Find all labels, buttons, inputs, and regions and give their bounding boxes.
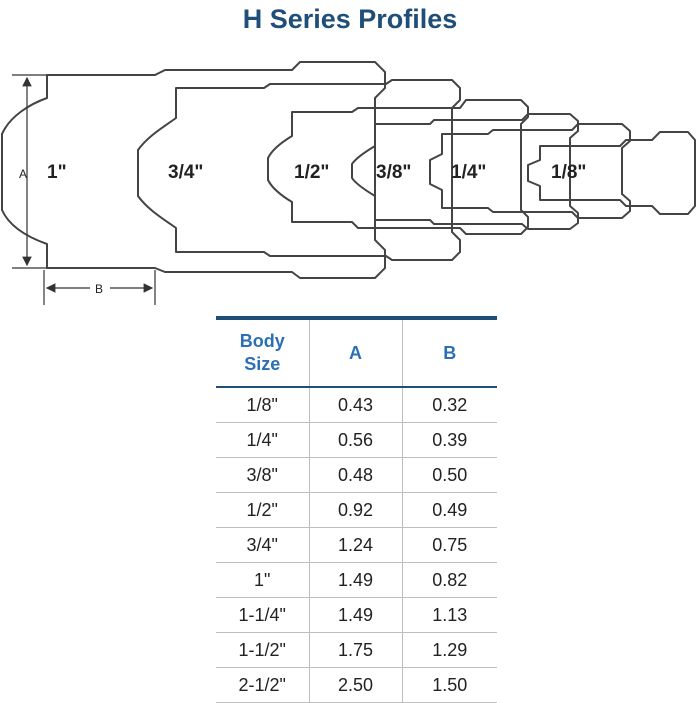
cell-body-size: 1/2" <box>216 493 309 528</box>
cell-a: 1.49 <box>309 598 402 633</box>
cell-b: 1.29 <box>402 633 497 668</box>
cell-a: 1.49 <box>309 563 402 598</box>
cell-a: 0.92 <box>309 493 402 528</box>
cell-body-size: 3/4" <box>216 528 309 563</box>
cell-body-size: 1-1/4" <box>216 598 309 633</box>
table-row <box>216 633 497 668</box>
table-row <box>216 423 497 458</box>
table-row <box>216 563 497 598</box>
header-b: B <box>402 318 497 387</box>
cell-b: 0.49 <box>402 493 497 528</box>
cell-b: 0.50 <box>402 458 497 493</box>
cell-body-size: 1" <box>216 563 309 598</box>
cell-body-size: 1/4" <box>216 423 309 458</box>
cell-b: 0.39 <box>402 423 497 458</box>
dimension-a-indicator <box>12 75 47 268</box>
cell-a: 1.24 <box>309 528 402 563</box>
table-row <box>216 598 497 633</box>
cell-a: 2.50 <box>309 668 402 703</box>
table-row <box>216 493 497 528</box>
cell-a: 0.48 <box>309 458 402 493</box>
cell-b: 1.13 <box>402 598 497 633</box>
cell-a: 0.43 <box>309 387 402 423</box>
header-body-size: Body Size <box>216 318 309 387</box>
table-row <box>216 668 497 703</box>
cell-body-size: 2-1/2" <box>216 668 309 703</box>
profiles-diagram <box>0 0 700 312</box>
table-row <box>216 387 497 423</box>
dimension-b-label: B <box>95 282 104 296</box>
profile-label-1-4in: 1/4" <box>451 162 487 183</box>
profile-label-1-8in: 1/8" <box>551 162 587 183</box>
table-row <box>216 458 497 493</box>
cell-b: 0.82 <box>402 563 497 598</box>
cell-b: 0.32 <box>402 387 497 423</box>
profile-label-3-4in: 3/4" <box>168 162 204 183</box>
cell-b: 1.50 <box>402 668 497 703</box>
cell-a: 0.56 <box>309 423 402 458</box>
cell-body-size: 1-1/2" <box>216 633 309 668</box>
table-row <box>216 528 497 563</box>
dimensions-table-container <box>216 316 497 703</box>
dimensions-table <box>216 316 497 703</box>
profile-label-1-2in: 1/2" <box>294 162 330 183</box>
table-body <box>216 387 497 703</box>
cell-b: 0.75 <box>402 528 497 563</box>
cell-body-size: 3/8" <box>216 458 309 493</box>
dimension-a-label: A <box>19 167 28 181</box>
header-a: A <box>309 318 402 387</box>
table-header-row <box>216 318 497 387</box>
profile-label-1in: 1" <box>47 162 67 183</box>
cell-a: 1.75 <box>309 633 402 668</box>
profile-label-3-8in: 3/8" <box>376 162 412 183</box>
page-title: H Series Profiles <box>242 4 458 34</box>
cell-body-size: 1/8" <box>216 387 309 423</box>
